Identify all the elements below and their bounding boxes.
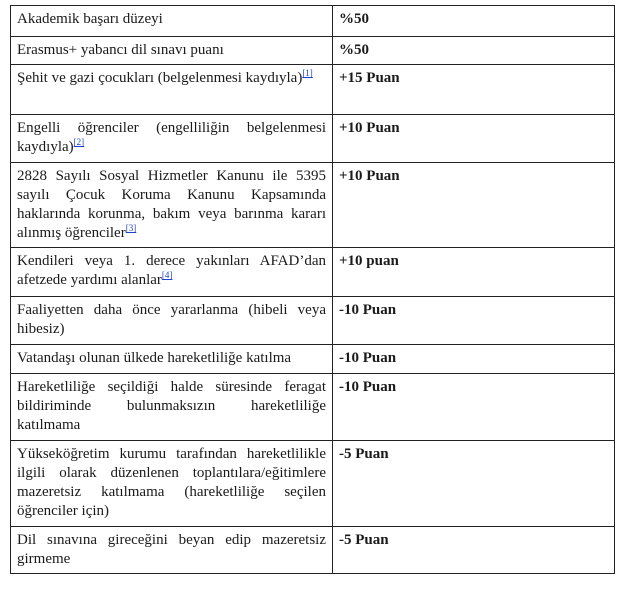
table-row bbox=[11, 115, 615, 163]
criterion-cell bbox=[11, 297, 333, 345]
table-row bbox=[11, 297, 615, 345]
points-cell: %50 bbox=[333, 6, 615, 37]
criterion-cell bbox=[11, 248, 333, 297]
criterion-text: Faaliyetten daha önce yararlanma (hibeli veya hibesiz) bbox=[17, 302, 326, 337]
criterion-cell bbox=[11, 441, 333, 527]
criterion-cell bbox=[11, 345, 333, 374]
table-row bbox=[11, 527, 615, 574]
criterion-cell bbox=[11, 374, 333, 441]
criterion-text: Engelli öğrenciler (engelliliğin belgelenmesi kaydıyla) bbox=[17, 120, 326, 155]
points-cell: -5 Puan bbox=[333, 441, 615, 527]
criterion-text: Yükseköğretim kurumu tarafından hareketlilikle ilgili olarak düzenlenen toplantılara/eğitimlere mazeretsiz katılmama (hareketliliğe seçilen öğrenciler için) bbox=[17, 446, 326, 519]
footnote-link[interactable]: [2] bbox=[73, 137, 85, 147]
criterion-text: 2828 Sayılı Sosyal Hizmetler Kanunu ile 5395 sayılı Çocuk Koruma Kanunu Kapsamında haklarında korunma, bakım veya barınma kararı alınmış öğrenciler bbox=[17, 168, 326, 241]
criterion-cell bbox=[11, 6, 333, 37]
criteria-table bbox=[10, 5, 615, 574]
footnote-link[interactable]: [3] bbox=[125, 223, 137, 233]
criterion-cell bbox=[11, 527, 333, 574]
criterion-cell bbox=[11, 163, 333, 248]
table-row bbox=[11, 163, 615, 248]
table-row bbox=[11, 37, 615, 65]
footnote-link[interactable]: [1] bbox=[302, 68, 313, 78]
points-cell: -10 Puan bbox=[333, 345, 615, 374]
points-cell: %50 bbox=[333, 37, 615, 65]
criterion-cell bbox=[11, 65, 333, 115]
points-cell: +15 Puan bbox=[333, 65, 615, 115]
criterion-text: Vatandaşı olunan ülkede hareketliliğe katılma bbox=[17, 350, 292, 366]
points-cell: +10 puan bbox=[333, 248, 615, 297]
criterion-cell bbox=[11, 37, 333, 65]
table-row bbox=[11, 6, 615, 37]
points-cell: -10 Puan bbox=[333, 297, 615, 345]
points-cell: +10 Puan bbox=[333, 163, 615, 248]
table-row bbox=[11, 65, 615, 115]
points-cell: +10 Puan bbox=[333, 115, 615, 163]
criterion-text: Akademik başarı düzeyi bbox=[17, 11, 163, 27]
footnote-link[interactable]: [4] bbox=[161, 270, 173, 280]
table-row bbox=[11, 441, 615, 527]
points-cell: -5 Puan bbox=[333, 527, 615, 574]
criterion-text: Hareketliliğe seçildiği halde süresinde feragat bildiriminde bulunmaksızın hareketliliğe katılmama bbox=[17, 379, 326, 433]
points-cell: -10 Puan bbox=[333, 374, 615, 441]
criterion-text: Dil sınavına gireceğini beyan edip mazeretsiz girmeme bbox=[17, 532, 326, 567]
table-row bbox=[11, 374, 615, 441]
table-row bbox=[11, 345, 615, 374]
criterion-text: Kendileri veya 1. derece yakınları AFAD’dan afetzede yardımı alanlar bbox=[17, 253, 326, 288]
criterion-text: Şehit ve gazi çocukları (belgelenmesi kaydıyla) bbox=[17, 70, 303, 86]
criterion-text: Erasmus+ yabancı dil sınavı puanı bbox=[17, 42, 224, 58]
table-row bbox=[11, 248, 615, 297]
criterion-cell bbox=[11, 115, 333, 163]
